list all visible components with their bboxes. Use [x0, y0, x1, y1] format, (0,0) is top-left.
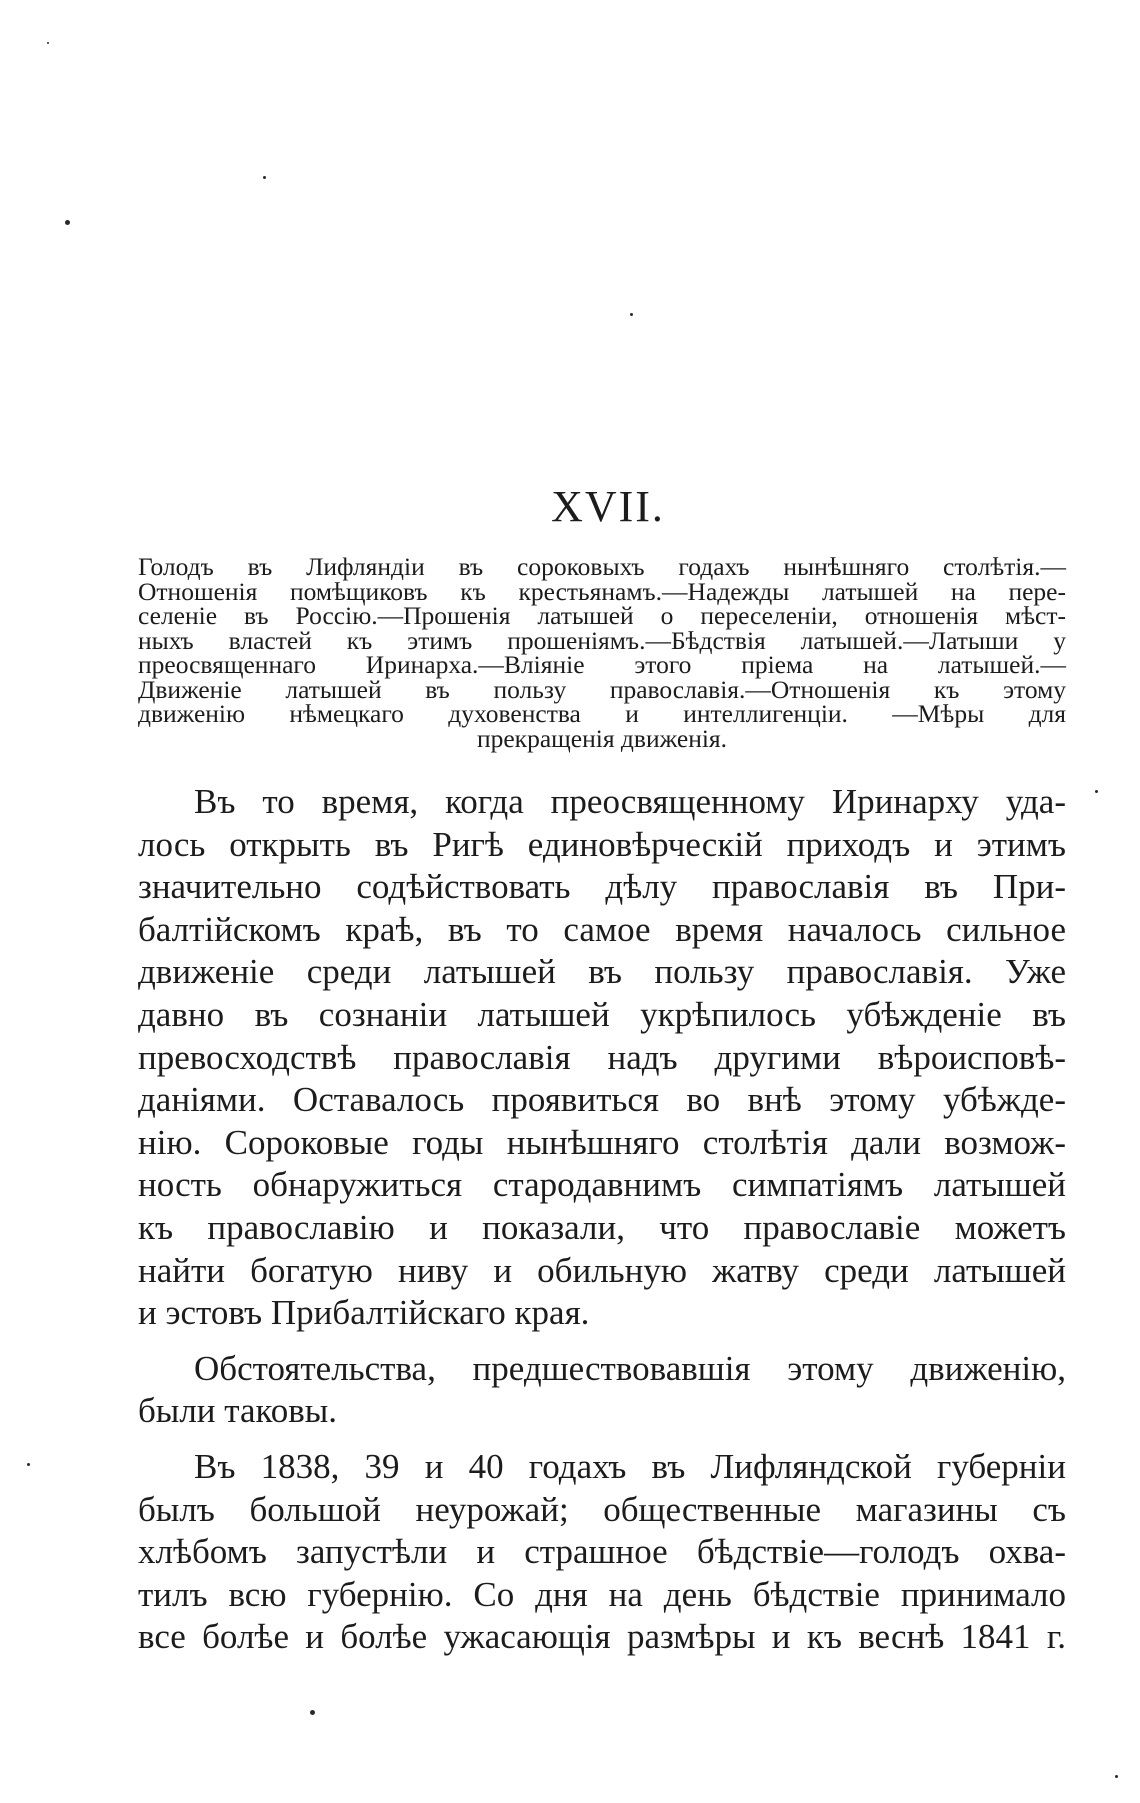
- text-line: превосходствѣ православія надъ другими вѣроисповѣ-: [138, 1037, 1066, 1077]
- print-speck: [310, 1710, 315, 1715]
- print-speck: [630, 313, 633, 316]
- text-line: движеніе среди латышей въ пользу православія. Уже: [138, 952, 1066, 992]
- chapter-number: XVII.: [551, 482, 665, 531]
- paragraph: [138, 1446, 1066, 1659]
- paragraph: [138, 781, 1066, 1335]
- text-line: ность обнаружиться стародавнимъ симпатіямъ латышей: [138, 1165, 1066, 1205]
- text-line: былъ большой неурожай; общественные магазины съ: [138, 1489, 1066, 1529]
- text-line: тилъ всю губернію. Со дня на день бѣдствіе принимало: [138, 1574, 1066, 1614]
- print-speck: [47, 42, 49, 44]
- print-speck: [65, 220, 70, 225]
- text-line: хлѣбомъ запустѣли и страшное бѣдствіе—голодъ охва-: [138, 1532, 1066, 1572]
- text-line: лось открыть въ Ригѣ единовѣрческій приходъ и этимъ: [138, 824, 1066, 864]
- paragraph: [138, 1348, 1066, 1433]
- chapter-synopsis: [138, 552, 1066, 753]
- synopsis-line: Движеніе латышей въ пользу православія.—Отношенія къ этому: [138, 674, 1066, 704]
- text-line: значительно содѣйствовать дѣлу православія въ При-: [138, 867, 1066, 907]
- page-content: [138, 482, 1066, 1672]
- synopsis-line: прекращенія движенія.: [476, 723, 728, 753]
- body-text: [138, 781, 1066, 1659]
- text-line: къ православію и показали, что православіе можетъ: [138, 1207, 1066, 1247]
- text-line: балтійскомъ краѣ, въ то самое время началось сильное: [138, 909, 1066, 949]
- text-line: все болѣе и болѣе ужасающія размѣры и къ веснѣ 1841 г.: [138, 1617, 1066, 1657]
- text-line: даніями. Оставалось проявиться во внѣ этому убѣжде-: [138, 1080, 1066, 1120]
- print-speck: [263, 176, 266, 179]
- synopsis-line: селеніе въ Россію.—Прошенія латышей о переселеніи, отношенія мѣст-: [138, 601, 1066, 630]
- print-speck: [1115, 1775, 1118, 1778]
- print-speck: [1095, 790, 1098, 793]
- print-speck: [27, 1463, 30, 1466]
- text-line: Обстоятельства, предшествовавшія этому движенію,: [194, 1348, 1066, 1388]
- text-line: Въ то время, когда преосвященному Иринарху уда-: [194, 782, 1066, 821]
- synopsis-line: движенію нѣмецкаго духовенства и интеллигенціи. —Мѣры для: [138, 699, 1066, 728]
- synopsis-line: ныхъ властей къ этимъ прошеніямъ.—Бѣдствія латышей.—Латыши у: [138, 625, 1066, 655]
- text-line: были таковы.: [138, 1391, 338, 1431]
- text-line: нію. Сороковые годы нынѣшняго столѣтія дали возмож-: [138, 1122, 1066, 1162]
- text-line: Въ 1838, 39 и 40 годахъ въ Лифляндской губерніи: [194, 1446, 1066, 1486]
- synopsis-line: преосвященнаго Иринарха.—Вліяніе этого пріема на латышей.—: [138, 650, 1066, 679]
- text-line: найти богатую ниву и обильную жатву среди латышей: [138, 1250, 1066, 1290]
- synopsis-line: Отношенія помѣщиковъ къ крестьянамъ.—Надежды латышей на пере-: [138, 576, 1066, 606]
- text-line: и эстовъ Прибалтійскаго края.: [138, 1293, 590, 1333]
- text-line: давно въ сознаніи латышей укрѣпилось убѣжденіе въ: [138, 994, 1066, 1034]
- synopsis-line: Голодъ въ Лифляндіи въ сороковыхъ годахъ нынѣшняго столѣтія.—: [138, 552, 1066, 581]
